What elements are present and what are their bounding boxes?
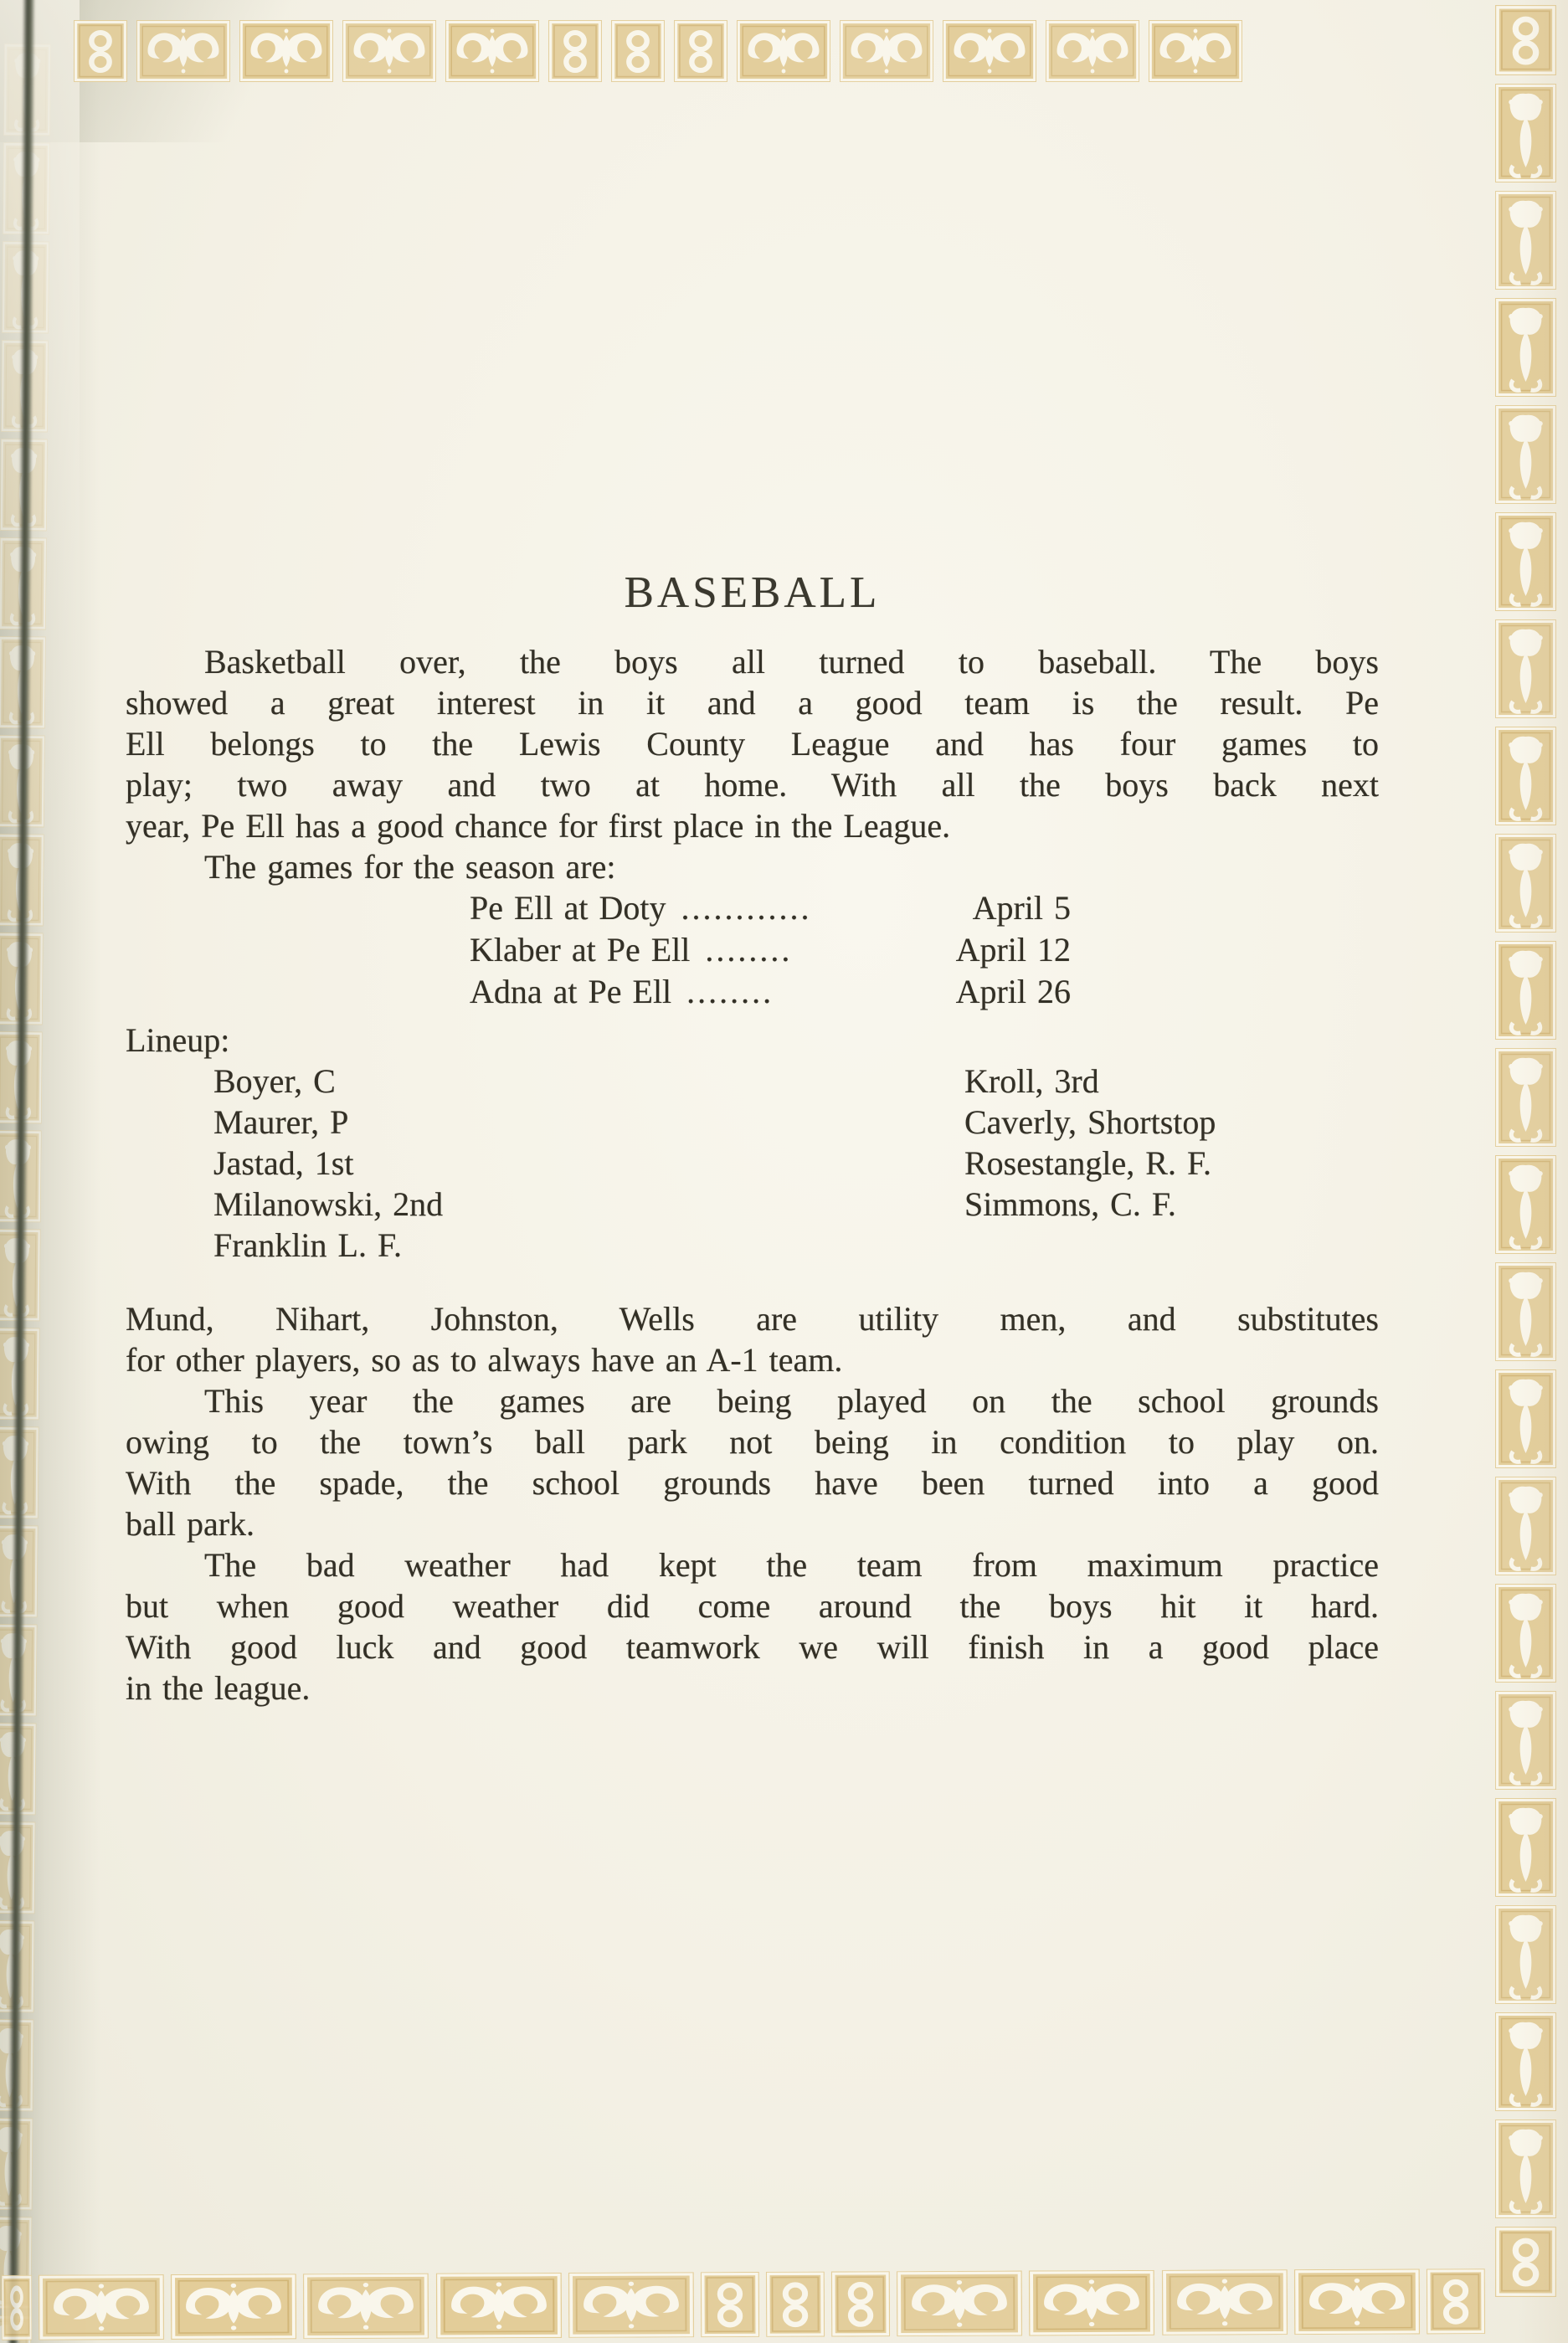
- body-line: With the spade, the school grounds have been turned into a good: [126, 1464, 1379, 1502]
- article-body: [126, 641, 1379, 1708]
- schedule-match: Adna at Pe Ell: [470, 973, 672, 1010]
- lineup-section: [126, 1061, 1379, 1266]
- border-tile-icon: [897, 2271, 1022, 2337]
- schedule-date: April 5: [972, 889, 1071, 927]
- body-line: year, Pe Ell has a good chance for first place in the League.: [126, 807, 951, 845]
- lineup-player: Caverly, Shortstop: [964, 1103, 1216, 1141]
- body-line: The bad weather had kept the team from maximum practice: [204, 1546, 1379, 1584]
- border-tile-icon: [1029, 2270, 1154, 2336]
- border-tile-icon: [136, 20, 230, 82]
- schedule-row: [470, 929, 1071, 971]
- body-line: This year the games are being played on the school grounds: [204, 1382, 1379, 1420]
- body-line: for other players, so as to always have an A-1 team.: [126, 1341, 843, 1379]
- schedule-row: [470, 887, 1071, 929]
- lineup-player: Franklin L. F.: [213, 1226, 403, 1264]
- border-tile-icon: [674, 20, 727, 82]
- lineup-player: Simmons, C. F.: [964, 1185, 1176, 1223]
- lineup-player: Milanowski, 2nd: [213, 1185, 444, 1223]
- border-tile-icon: [435, 2273, 561, 2339]
- border-tile-icon: [943, 20, 1036, 82]
- games-intro-line: The games for the season are:: [204, 848, 616, 886]
- border-tile-icon: [831, 2271, 890, 2336]
- border-tile-icon: [766, 2272, 825, 2337]
- page-title: BASEBALL: [624, 568, 881, 617]
- body-line: showed a great interest in it and a good team is the result. Pe: [126, 684, 1379, 722]
- schedule-date: April 26: [955, 973, 1071, 1010]
- border-tile-icon: [342, 20, 436, 82]
- schedule-match: Klaber at Pe Ell: [470, 931, 691, 969]
- schedule-row: [470, 971, 1071, 1013]
- body-line: owing to the town’s ball park not being in condition to play on.: [126, 1423, 1379, 1461]
- border-tile-icon: [548, 20, 602, 82]
- body-line: in the league.: [126, 1669, 311, 1707]
- border-tile-icon: [737, 20, 830, 82]
- body-line: play; two away and two at home. With all the boys back next: [126, 766, 1379, 804]
- lineup-player: Jastad, 1st: [213, 1144, 354, 1182]
- border-tile-icon: [74, 20, 127, 82]
- border-tile-icon: [239, 20, 333, 82]
- body-line: but when good weather did come around the boys hit it hard.: [126, 1587, 1379, 1625]
- leader-dots: ............: [681, 889, 812, 927]
- body-line: ball park.: [126, 1505, 255, 1543]
- page-right-shading: [1518, 0, 1568, 2343]
- lineup-player: Boyer, C: [213, 1062, 336, 1100]
- body-line: Mund, Nihart, Johnston, Wells are utility men, and substitutes: [126, 1300, 1379, 1338]
- border-left-fade: [0, 0, 80, 921]
- lineup-label: Lineup:: [126, 1021, 230, 1059]
- leader-dots: ........: [705, 931, 793, 969]
- body-line: Ell belongs to the Lewis County League and has four games to: [126, 725, 1379, 763]
- border-tile-icon: [1427, 2268, 1485, 2334]
- border-tile-icon: [1161, 2269, 1287, 2335]
- body-line: Basketball over, the boys all turned to baseball. The boys: [204, 643, 1379, 681]
- border-tile-icon: [171, 2274, 296, 2340]
- border-tile-icon: [611, 20, 665, 82]
- border-tile-icon: [2, 2275, 32, 2340]
- border-tile-icon: [303, 2274, 429, 2340]
- lineup-player: Kroll, 3rd: [964, 1062, 1099, 1100]
- leader-dots: ........: [686, 973, 774, 1010]
- border-tile-icon: [701, 2272, 759, 2337]
- ornament-border-top: [74, 20, 1242, 82]
- border-tile-icon: [39, 2274, 164, 2340]
- lineup-player: Maurer, P: [213, 1103, 349, 1141]
- lineup-player: Rosestangle, R. F.: [964, 1144, 1212, 1182]
- schedule-match: Pe Ell at Doty: [470, 889, 666, 927]
- schedule-date: April 12: [955, 931, 1071, 969]
- border-tile-icon: [1149, 20, 1242, 82]
- ornament-border-bottom: [2, 2268, 1485, 2340]
- border-tile-icon: [568, 2272, 694, 2338]
- lineup-right-column: [964, 1061, 1216, 1225]
- body-line: With good luck and good teamwork we will finish in a good place: [126, 1628, 1379, 1666]
- border-tile-icon: [840, 20, 933, 82]
- border-tile-icon: [1294, 2268, 1420, 2335]
- border-tile-icon: [445, 20, 539, 82]
- border-tile-icon: [1046, 20, 1139, 82]
